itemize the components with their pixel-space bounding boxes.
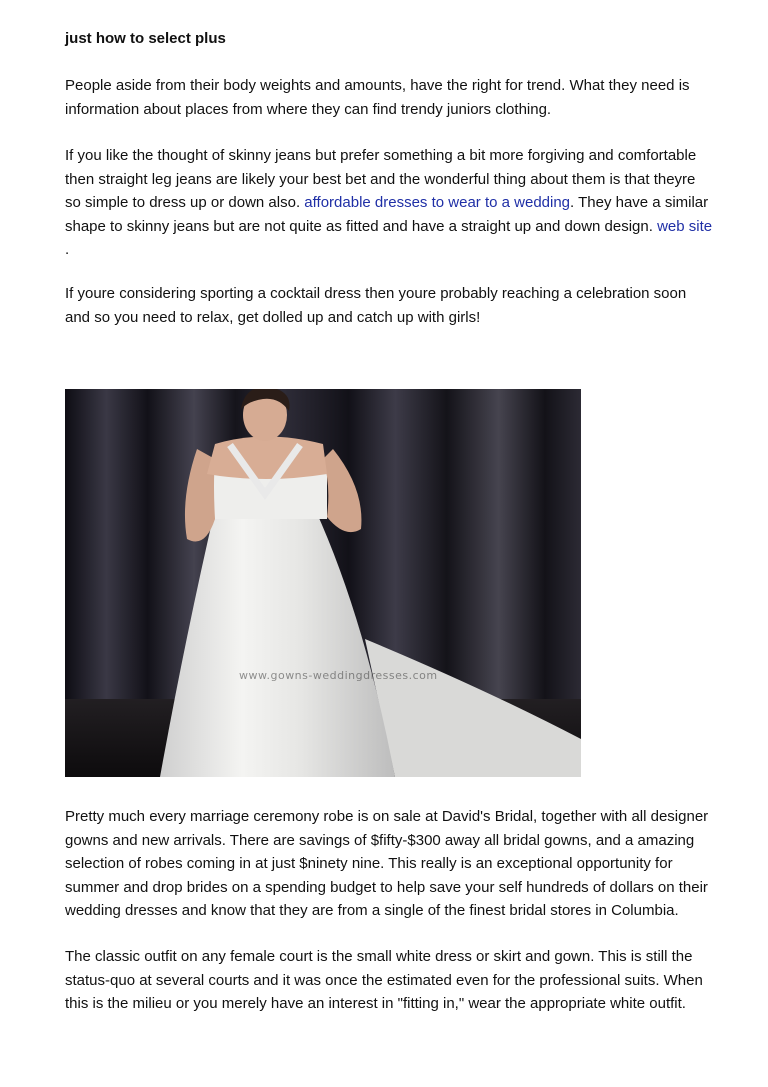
text-line: [65, 191, 737, 215]
paragraph-court-outfit: [65, 945, 737, 1016]
text-line: and so you need to relax, get dolled up and catch up with girls!: [65, 308, 481, 326]
text-fragment: . They have a similar: [570, 194, 709, 211]
text-line: If you like the thought of skinny jeans but prefer something a bit more forgiving and comfortable: [65, 147, 697, 164]
text-line: [65, 215, 737, 239]
text-line: this is the milieu or you merely have an interest in "fitting in," wear the appropriate white outfit.: [65, 995, 686, 1012]
text-line: summer and drop brides on a spending budget to help save your self hundreds of dollars on their: [65, 878, 708, 896]
shoulders: [207, 437, 327, 480]
text-fragment: shape to skinny jeans but are not quite as fitted and have a straight up and down design.: [65, 217, 658, 235]
affordable-dresses-link[interactable]: affordable dresses to wear to a wedding: [304, 194, 571, 211]
text-line: gowns and new arrivals. There are savings of $fifty-$300 away all bridal gowns, and a amazing: [65, 831, 695, 849]
text-fragment: so simple to dress up or down also.: [65, 194, 305, 211]
text-line: selection of robes coming in at just $ninety nine. This really is an exceptional opportunity for: [65, 855, 673, 872]
text-line: Pretty much every marriage ceremony robe is on sale at David's Bridal, together with all designer: [65, 808, 709, 825]
paragraph-davids-bridal: [65, 805, 737, 923]
page-title: just how to select plus: [65, 30, 226, 47]
text-line: People aside from their body weights and amounts, have the right for trend. What they need is: [65, 77, 690, 94]
text-line: then straight leg jeans are likely your best bet and the wonderful thing about them is that theyre: [65, 170, 696, 188]
text-line: .: [65, 241, 70, 258]
photo-illustration: [65, 389, 581, 777]
paragraph-cocktail: [65, 282, 737, 329]
text-line: The classic outfit on any female court is the small white dress or skirt and gown. This is still the: [65, 948, 693, 965]
text-line: information about places from where they can find trendy juniors clothing.: [65, 100, 552, 118]
web-site-link[interactable]: web site: [657, 217, 713, 235]
paragraph-intro: [65, 74, 737, 121]
text-line: wedding dresses and know that they are from a single of the finest bridal stores in Columbia.: [65, 902, 679, 919]
text-line: If youre considering sporting a cocktail dress then youre probably reaching a celebration soon: [65, 285, 687, 302]
photo-watermark: www.gowns-weddingdresses.com: [239, 669, 438, 682]
wedding-dress-photo: [65, 389, 581, 777]
text-line: status-quo at several courts and it was once the estimated even for the professional suits. When: [65, 971, 703, 989]
paragraph-jeans: [65, 144, 737, 262]
